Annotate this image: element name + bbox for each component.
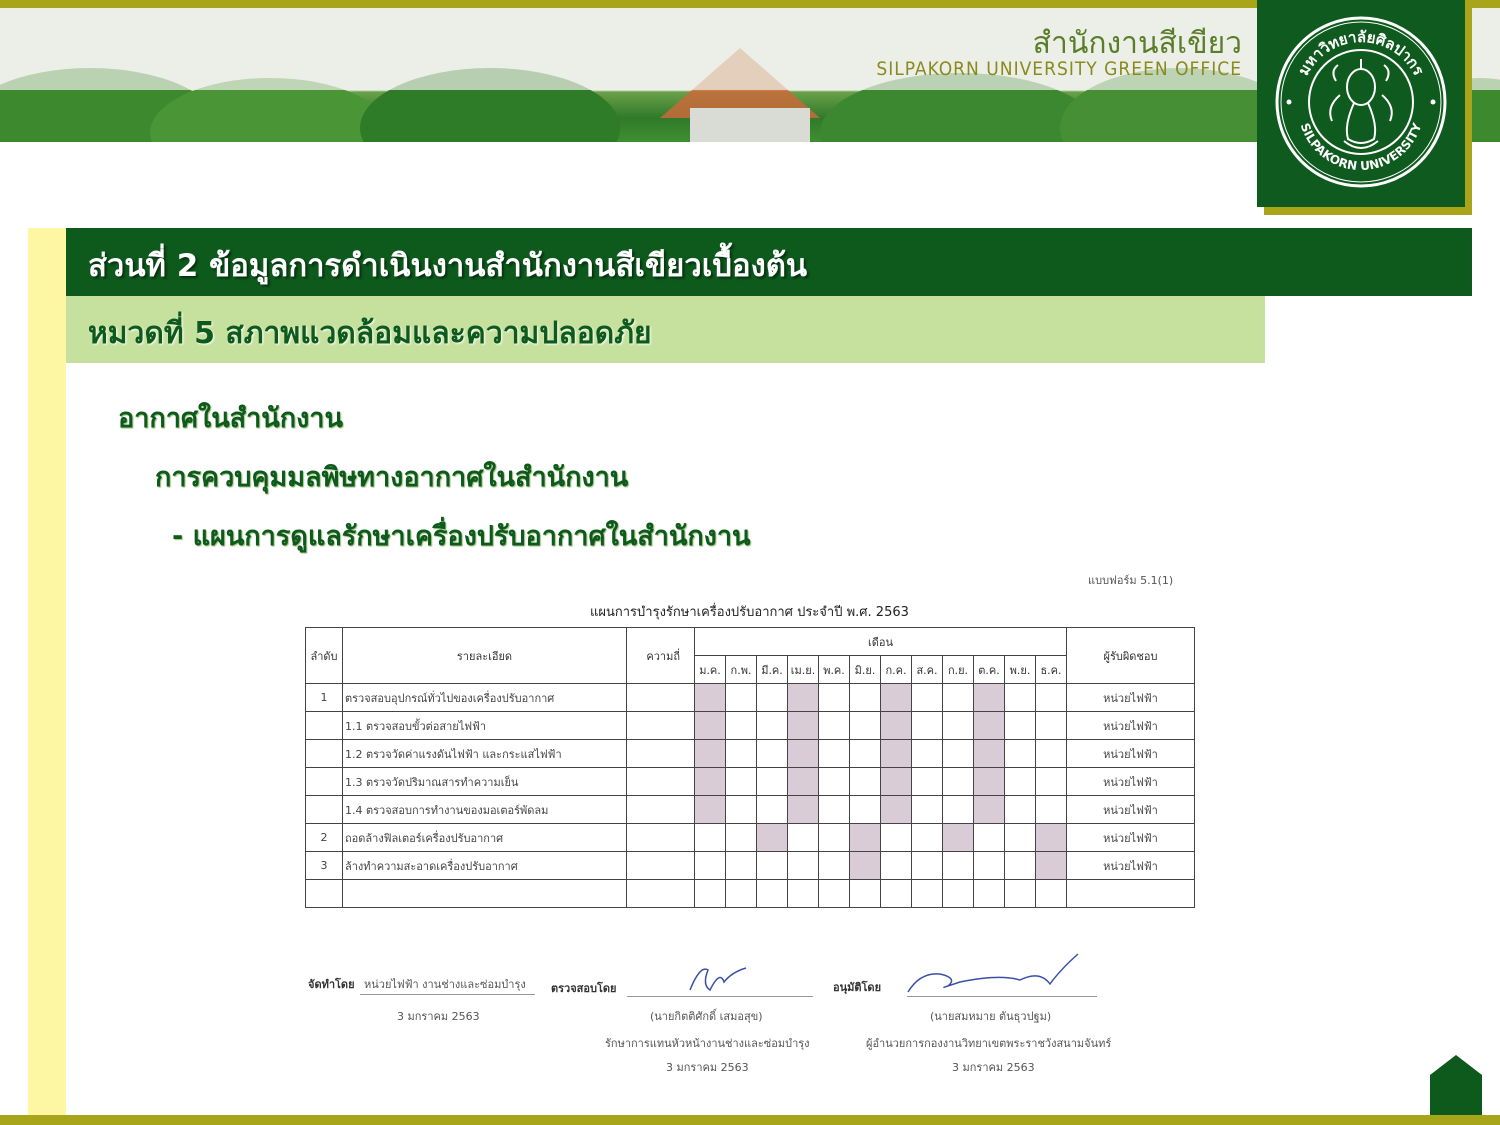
month-cell <box>695 768 726 796</box>
month-header: พ.ค. <box>819 656 850 684</box>
row-detail: 1.2 ตรวจวัดค่าแรงดันไฟฟ้า และกระแสไฟฟ้า <box>343 740 627 768</box>
month-cell <box>850 880 881 908</box>
month-cell <box>757 712 788 740</box>
row-responsible: หน่วยไฟฟ้า <box>1067 796 1195 824</box>
month-header: ก.พ. <box>726 656 757 684</box>
month-cell <box>695 796 726 824</box>
month-cell <box>695 740 726 768</box>
logo-text-top: มหาวิทยาลัยศิลปากร <box>1294 27 1428 79</box>
row-responsible: หน่วยไฟฟ้า <box>1067 684 1195 712</box>
month-header: เม.ย. <box>788 656 819 684</box>
document-title: แผนการบำรุงรักษาเครื่องปรับอากาศ ประจำปี พ.ศ. 2563 <box>590 605 909 620</box>
month-cell <box>757 852 788 880</box>
month-cell <box>819 684 850 712</box>
month-cell <box>1036 796 1067 824</box>
section-title: ส่วนที่ 2 ข้อมูลการดำเนินงานสำนักงานสีเขียวเบื้องต้น <box>88 248 808 284</box>
row-order: 1 <box>306 684 343 712</box>
month-cell <box>788 740 819 768</box>
month-cell <box>974 712 1005 740</box>
month-cell <box>1005 796 1036 824</box>
column-header-frequency: ความถี่ <box>627 628 695 684</box>
row-responsible <box>1067 880 1195 908</box>
approved-date: 3 มกราคม 2563 <box>952 1061 1035 1074</box>
month-cell <box>726 768 757 796</box>
prepared-date: 3 มกราคม 2563 <box>397 1010 480 1023</box>
row-detail: ล้างทำความสะอาดเครื่องปรับอากาศ <box>343 852 627 880</box>
month-cell <box>881 768 912 796</box>
month-cell <box>757 824 788 852</box>
month-cell <box>695 880 726 908</box>
month-cell <box>1036 684 1067 712</box>
month-cell <box>788 684 819 712</box>
month-cell <box>974 852 1005 880</box>
month-cell <box>819 796 850 824</box>
approver-signature <box>900 950 1090 1000</box>
month-cell <box>943 768 974 796</box>
row-detail <box>343 880 627 908</box>
month-cell <box>757 880 788 908</box>
month-cell <box>819 880 850 908</box>
row-frequency <box>627 768 695 796</box>
row-order <box>306 768 343 796</box>
month-cell <box>881 712 912 740</box>
heading-air-pollution-control: การควบคุมมลพิษทางอากาศในสำนักงาน <box>155 462 629 493</box>
brand-name-thai: สำนักงานสีเขียว <box>1032 26 1242 61</box>
month-cell <box>943 740 974 768</box>
month-cell <box>850 768 881 796</box>
month-cell <box>1005 684 1036 712</box>
month-cell <box>881 880 912 908</box>
month-cell <box>757 796 788 824</box>
month-cell <box>788 712 819 740</box>
month-cell <box>819 852 850 880</box>
home-icon[interactable] <box>1430 1055 1482 1115</box>
month-cell <box>912 852 943 880</box>
row-detail: ถอดล้างฟิลเตอร์เครื่องปรับอากาศ <box>343 824 627 852</box>
month-cell <box>726 824 757 852</box>
month-cell <box>819 768 850 796</box>
month-cell <box>726 684 757 712</box>
month-cell <box>912 684 943 712</box>
prepared-by-label: จัดทำโดย <box>308 978 355 991</box>
row-order <box>306 740 343 768</box>
month-cell <box>912 880 943 908</box>
maintenance-plan-table <box>305 627 1195 908</box>
month-cell <box>1005 768 1036 796</box>
brand-name-english: SILPAKORN UNIVERSITY GREEN OFFICE <box>876 58 1242 80</box>
category-title: หมวดที่ 5 สภาพแวดล้อมและความปลอดภัย <box>88 316 652 351</box>
month-cell <box>695 684 726 712</box>
heading-office-air: อากาศในสำนักงาน <box>118 403 343 434</box>
month-cell <box>881 796 912 824</box>
row-responsible: หน่วยไฟฟ้า <box>1067 852 1195 880</box>
month-cell <box>788 768 819 796</box>
month-cell <box>943 880 974 908</box>
month-cell <box>943 824 974 852</box>
month-cell <box>943 684 974 712</box>
month-cell <box>819 824 850 852</box>
row-responsible: หน่วยไฟฟ้า <box>1067 768 1195 796</box>
month-cell <box>695 712 726 740</box>
month-cell <box>850 712 881 740</box>
month-cell <box>850 852 881 880</box>
month-header: ส.ค. <box>912 656 943 684</box>
svg-text:มหาวิทยาลัยศิลปากร <box>1294 28 1428 79</box>
row-frequency <box>627 796 695 824</box>
month-cell <box>881 824 912 852</box>
row-detail: 1.4 ตรวจสอบการทำงานของมอเตอร์พัดลม <box>343 796 627 824</box>
table-row <box>306 684 1195 712</box>
row-detail: ตรวจสอบอุปกรณ์ทั่วไปของเครื่องปรับอากาศ <box>343 684 627 712</box>
month-header: พ.ย. <box>1005 656 1036 684</box>
row-order <box>306 712 343 740</box>
month-cell <box>1005 852 1036 880</box>
column-header-responsible: ผู้รับผิดชอบ <box>1067 628 1195 684</box>
month-header: ต.ค. <box>974 656 1005 684</box>
month-cell <box>850 796 881 824</box>
month-cell <box>1036 852 1067 880</box>
column-header-detail: รายละเอียด <box>343 628 627 684</box>
month-cell <box>788 880 819 908</box>
checked-by-label: ตรวจสอบโดย <box>551 982 617 995</box>
month-cell <box>974 768 1005 796</box>
month-cell <box>912 796 943 824</box>
university-logo <box>1257 0 1465 207</box>
month-cell <box>1036 712 1067 740</box>
checked-date: 3 มกราคม 2563 <box>666 1061 749 1074</box>
checker-signature <box>680 960 760 1000</box>
month-cell <box>943 796 974 824</box>
row-frequency <box>627 712 695 740</box>
table-row <box>306 712 1195 740</box>
month-cell <box>943 852 974 880</box>
row-frequency <box>627 852 695 880</box>
approver-position: ผู้อำนวยการกองงานวิทยาเขตพระราชวังสนามจันทร์ <box>866 1037 1112 1050</box>
approver-name: (นายสมหมาย ตันธุวปฐม) <box>930 1010 1052 1023</box>
month-header: ก.ค. <box>881 656 912 684</box>
row-responsible: หน่วยไฟฟ้า <box>1067 712 1195 740</box>
month-cell <box>974 740 1005 768</box>
table-row <box>306 824 1195 852</box>
column-header-month: เดือน <box>695 628 1067 656</box>
month-cell <box>881 740 912 768</box>
category-header-bar <box>66 296 1265 363</box>
month-header: ธ.ค. <box>1036 656 1067 684</box>
silpakorn-university-seal-icon <box>1274 15 1448 189</box>
section-header-bar <box>66 228 1472 296</box>
month-cell <box>1005 740 1036 768</box>
heading-ac-maintenance-plan: - แผนการดูแลรักษาเครื่องปรับอากาศในสำนักงาน <box>172 521 751 552</box>
row-detail: 1.1 ตรวจสอบขั้วต่อสายไฟฟ้า <box>343 712 627 740</box>
approved-by-label: อนุมัติโดย <box>833 981 882 994</box>
month-header: ม.ค. <box>695 656 726 684</box>
checker-position: รักษาการแทนหัวหน้างานช่างและซ่อมบำรุง <box>605 1037 810 1050</box>
month-cell <box>695 824 726 852</box>
prepared-by-value: หน่วยไฟฟ้า งานช่างและซ่อมบำรุง <box>364 978 526 991</box>
month-cell <box>1036 768 1067 796</box>
month-cell <box>850 684 881 712</box>
table-row <box>306 796 1195 824</box>
month-cell <box>974 796 1005 824</box>
month-cell <box>850 824 881 852</box>
month-cell <box>1005 824 1036 852</box>
table-row <box>306 740 1195 768</box>
logo-text-bottom: SILPAKORN UNIVERSITY <box>1297 121 1425 174</box>
table-row <box>306 768 1195 796</box>
month-cell <box>788 824 819 852</box>
month-cell <box>912 712 943 740</box>
month-cell <box>1036 824 1067 852</box>
month-cell <box>757 740 788 768</box>
month-cell <box>757 768 788 796</box>
left-accent-strip <box>28 228 66 1125</box>
row-responsible: หน่วยไฟฟ้า <box>1067 740 1195 768</box>
month-header: ก.ย. <box>943 656 974 684</box>
row-order <box>306 880 343 908</box>
building-image <box>690 108 810 142</box>
month-header: มิ.ย. <box>850 656 881 684</box>
column-header-order: ลำดับ <box>306 628 343 684</box>
month-cell <box>1005 880 1036 908</box>
month-cell <box>757 684 788 712</box>
row-frequency <box>627 684 695 712</box>
checker-name: (นายกิตติศักดิ์ เสมอสุข) <box>650 1010 763 1023</box>
row-frequency <box>627 740 695 768</box>
month-cell <box>695 852 726 880</box>
month-cell <box>726 712 757 740</box>
row-order <box>306 796 343 824</box>
month-cell <box>912 824 943 852</box>
month-cell <box>726 796 757 824</box>
month-cell <box>850 740 881 768</box>
month-cell <box>819 712 850 740</box>
form-number: แบบฟอร์ม 5.1(1) <box>1088 574 1174 587</box>
month-cell <box>974 880 1005 908</box>
month-cell <box>881 852 912 880</box>
month-cell <box>726 740 757 768</box>
month-cell <box>912 768 943 796</box>
month-cell <box>788 852 819 880</box>
table-row <box>306 852 1195 880</box>
month-cell <box>881 684 912 712</box>
bottom-accent-bar <box>0 1115 1500 1125</box>
row-frequency <box>627 880 695 908</box>
row-frequency <box>627 824 695 852</box>
month-cell <box>912 740 943 768</box>
row-order: 2 <box>306 824 343 852</box>
table-row <box>306 880 1195 908</box>
row-detail: 1.3 ตรวจวัดปริมาณสารทำความเย็น <box>343 768 627 796</box>
month-cell <box>819 740 850 768</box>
month-cell <box>1036 880 1067 908</box>
month-cell <box>1036 740 1067 768</box>
month-cell <box>1005 712 1036 740</box>
month-cell <box>974 684 1005 712</box>
month-cell <box>943 712 974 740</box>
month-cell <box>788 796 819 824</box>
month-cell <box>726 852 757 880</box>
row-responsible: หน่วยไฟฟ้า <box>1067 824 1195 852</box>
month-cell <box>974 824 1005 852</box>
row-order: 3 <box>306 852 343 880</box>
month-cell <box>726 880 757 908</box>
month-header: มี.ค. <box>757 656 788 684</box>
